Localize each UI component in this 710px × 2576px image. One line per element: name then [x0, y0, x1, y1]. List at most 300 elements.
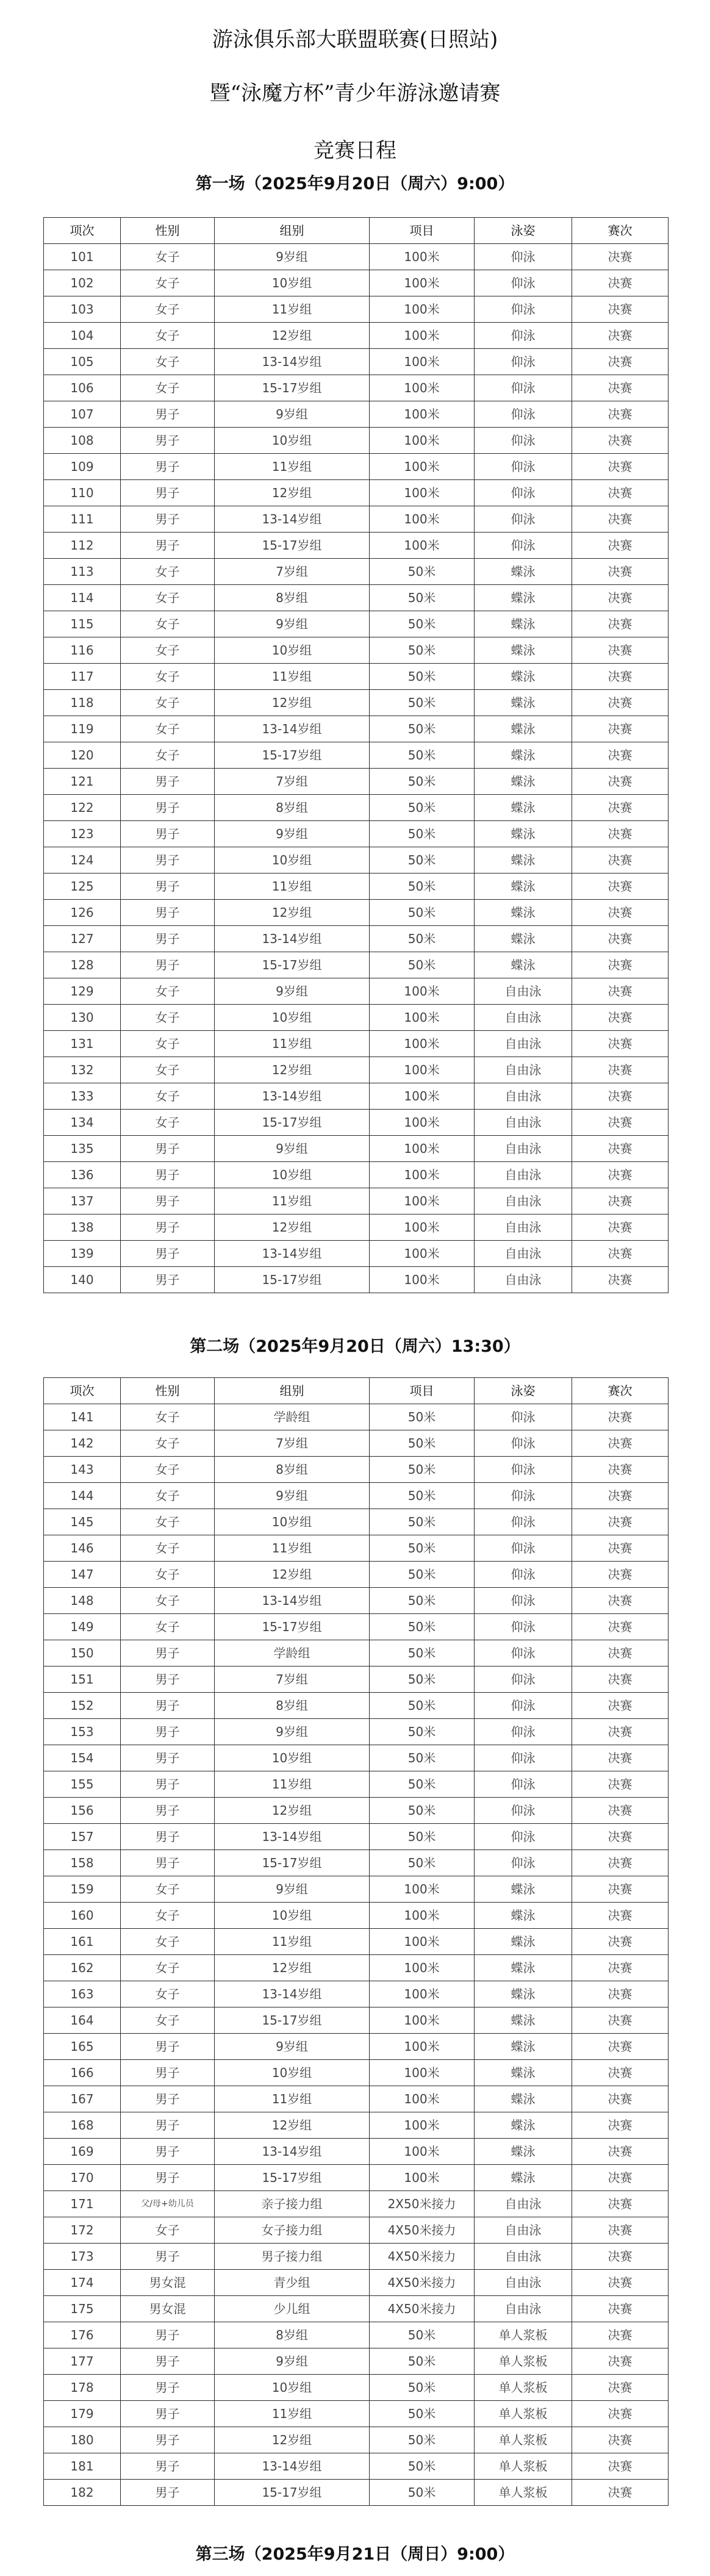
cell-gender: 男子: [121, 769, 215, 795]
table-row: [44, 900, 669, 926]
cell-group: 15-17岁组: [215, 1267, 370, 1293]
cell-stroke: 仰泳: [475, 1719, 572, 1745]
cell-group: 13-14岁组: [215, 1981, 370, 2007]
cell-group: 13-14岁组: [215, 1241, 370, 1267]
cell-round: 决赛: [572, 1457, 669, 1483]
cell-gender: 男女混: [121, 2270, 215, 2296]
cell-item-no: 165: [44, 2034, 121, 2060]
cell-group: 12岁组: [215, 1214, 370, 1241]
cell-event: 2X50米接力: [370, 2191, 475, 2217]
table-row: [44, 1667, 669, 1693]
cell-event: 100米: [370, 1267, 475, 1293]
table-row: [44, 454, 669, 480]
cell-round: 决赛: [572, 611, 669, 637]
cell-item-no: 140: [44, 1267, 121, 1293]
cell-item-no: 143: [44, 1457, 121, 1483]
cell-item-no: 168: [44, 2112, 121, 2139]
cell-gender: 男子: [121, 2322, 215, 2348]
cell-event: 100米: [370, 1083, 475, 1110]
cell-event: 100米: [370, 1136, 475, 1162]
cell-item-no: 131: [44, 1031, 121, 1057]
cell-round: 决赛: [572, 1771, 669, 1798]
cell-gender: 男子: [121, 2244, 215, 2270]
cell-round: 决赛: [572, 2270, 669, 2296]
table-row: [44, 1588, 669, 1614]
cell-item-no: 105: [44, 349, 121, 375]
cell-group: 10岁组: [215, 1509, 370, 1535]
table-row: [44, 847, 669, 874]
table-row: [44, 1929, 669, 1955]
table-row: [44, 1509, 669, 1535]
cell-round: 决赛: [572, 559, 669, 585]
cell-group: 10岁组: [215, 1005, 370, 1031]
cell-stroke: 自由泳: [475, 1241, 572, 1267]
cell-group: 10岁组: [215, 270, 370, 296]
cell-group: 13-14岁组: [215, 716, 370, 742]
cell-round: 决赛: [572, 716, 669, 742]
cell-item-no: 117: [44, 664, 121, 690]
cell-item-no: 104: [44, 323, 121, 349]
table-row: [44, 296, 669, 323]
cell-item-no: 175: [44, 2296, 121, 2322]
cell-stroke: 仰泳: [475, 1614, 572, 1640]
document-subtitle: 暨“泳魔方杯”青少年游泳邀请赛: [209, 81, 501, 106]
cell-stroke: 蝶泳: [475, 690, 572, 716]
table-row: [44, 821, 669, 847]
cell-stroke: 自由泳: [475, 1005, 572, 1031]
cell-gender: 女子: [121, 1509, 215, 1535]
cell-round: 决赛: [572, 401, 669, 428]
cell-stroke: 自由泳: [475, 2270, 572, 2296]
cell-stroke: 蝶泳: [475, 2034, 572, 2060]
cell-gender: 男子: [121, 401, 215, 428]
cell-group: 12岁组: [215, 1057, 370, 1083]
table-row: [44, 585, 669, 611]
cell-stroke: 单人浆板: [475, 2322, 572, 2348]
cell-group: 7岁组: [215, 769, 370, 795]
cell-gender: 女子: [121, 375, 215, 401]
cell-gender: 女子: [121, 1562, 215, 1588]
cell-gender: 男子: [121, 1667, 215, 1693]
cell-stroke: 蝶泳: [475, 795, 572, 821]
cell-round: 决赛: [572, 690, 669, 716]
cell-gender: 男子: [121, 1136, 215, 1162]
cell-round: 决赛: [572, 1562, 669, 1588]
cell-event: 50米: [370, 2322, 475, 2348]
cell-event: 50米: [370, 1614, 475, 1640]
cell-gender: 女子: [121, 1588, 215, 1614]
session-1-table: [43, 217, 669, 1293]
cell-gender: 女子: [121, 1955, 215, 1981]
cell-gender: 男子: [121, 2375, 215, 2401]
table-row: [44, 428, 669, 454]
cell-round: 决赛: [572, 1483, 669, 1509]
cell-event: 4X50米接力: [370, 2270, 475, 2296]
cell-gender: 男子: [121, 1798, 215, 1824]
cell-stroke: 自由泳: [475, 1083, 572, 1110]
cell-item-no: 179: [44, 2401, 121, 2427]
cell-round: 决赛: [572, 2375, 669, 2401]
cell-stroke: 仰泳: [475, 1640, 572, 1667]
cell-stroke: 仰泳: [475, 1535, 572, 1562]
cell-round: 决赛: [572, 1798, 669, 1824]
cell-gender: 女子: [121, 244, 215, 270]
cell-group: 15-17岁组: [215, 1614, 370, 1640]
cell-item-no: 107: [44, 401, 121, 428]
cell-event: 50米: [370, 1457, 475, 1483]
cell-item-no: 173: [44, 2244, 121, 2270]
cell-round: 决赛: [572, 952, 669, 978]
cell-event: 100米: [370, 296, 475, 323]
cell-gender: 男子: [121, 1162, 215, 1188]
cell-stroke: 仰泳: [475, 401, 572, 428]
cell-item-no: 170: [44, 2165, 121, 2191]
cell-stroke: 蝶泳: [475, 1981, 572, 2007]
cell-event: 50米: [370, 1824, 475, 1850]
table-row: [44, 401, 669, 428]
cell-group: 15-17岁组: [215, 533, 370, 559]
cell-round: 决赛: [572, 1031, 669, 1057]
cell-group: 9岁组: [215, 1136, 370, 1162]
cell-stroke: 仰泳: [475, 323, 572, 349]
cell-stroke: 仰泳: [475, 1667, 572, 1693]
cell-round: 决赛: [572, 2480, 669, 2506]
cell-event: 100米: [370, 349, 475, 375]
cell-stroke: 自由泳: [475, 2244, 572, 2270]
cell-round: 决赛: [572, 2007, 669, 2034]
cell-round: 决赛: [572, 742, 669, 769]
cell-group: 12岁组: [215, 323, 370, 349]
table-row: [44, 2480, 669, 2506]
header-group: 组别: [215, 1378, 370, 1404]
table-row: [44, 1719, 669, 1745]
cell-event: 100米: [370, 1955, 475, 1981]
cell-group: 12岁组: [215, 2427, 370, 2453]
cell-round: 决赛: [572, 637, 669, 664]
cell-gender: 女子: [121, 637, 215, 664]
table-row: [44, 1483, 669, 1509]
cell-item-no: 152: [44, 1693, 121, 1719]
cell-group: 学龄组: [215, 1640, 370, 1667]
cell-item-no: 181: [44, 2453, 121, 2480]
cell-round: 决赛: [572, 1241, 669, 1267]
cell-item-no: 150: [44, 1640, 121, 1667]
cell-group: 8岁组: [215, 795, 370, 821]
cell-group: 11岁组: [215, 454, 370, 480]
cell-gender: 女子: [121, 1430, 215, 1457]
cell-item-no: 138: [44, 1214, 121, 1241]
table-row: [44, 1745, 669, 1771]
cell-group: 12岁组: [215, 2112, 370, 2139]
cell-item-no: 141: [44, 1404, 121, 1430]
cell-event: 100米: [370, 480, 475, 506]
cell-gender: 男子: [121, 2348, 215, 2375]
cell-event: 100米: [370, 454, 475, 480]
cell-round: 决赛: [572, 874, 669, 900]
table-row: [44, 2165, 669, 2191]
cell-stroke: 自由泳: [475, 1188, 572, 1214]
cell-group: 11岁组: [215, 664, 370, 690]
cell-round: 决赛: [572, 1005, 669, 1031]
cell-stroke: 蝶泳: [475, 821, 572, 847]
cell-stroke: 自由泳: [475, 1267, 572, 1293]
cell-event: 100米: [370, 1876, 475, 1903]
table-row: [44, 2086, 669, 2112]
cell-item-no: 123: [44, 821, 121, 847]
header-event: 项目: [370, 1378, 475, 1404]
cell-round: 决赛: [572, 1824, 669, 1850]
table-row: [44, 2191, 669, 2217]
table-header-row: [44, 1378, 669, 1404]
cell-round: 决赛: [572, 1929, 669, 1955]
cell-item-no: 148: [44, 1588, 121, 1614]
cell-gender: 男子: [121, 428, 215, 454]
cell-event: 4X50米接力: [370, 2296, 475, 2322]
cell-event: 100米: [370, 244, 475, 270]
cell-round: 决赛: [572, 533, 669, 559]
cell-event: 50米: [370, 1535, 475, 1562]
cell-event: 100米: [370, 323, 475, 349]
table-row: [44, 2375, 669, 2401]
cell-group: 9岁组: [215, 821, 370, 847]
cell-group: 10岁组: [215, 2375, 370, 2401]
cell-stroke: 单人浆板: [475, 2480, 572, 2506]
cell-item-no: 126: [44, 900, 121, 926]
cell-item-no: 166: [44, 2060, 121, 2086]
table-row: [44, 1876, 669, 1903]
cell-event: 50米: [370, 821, 475, 847]
cell-round: 决赛: [572, 480, 669, 506]
cell-round: 决赛: [572, 1214, 669, 1241]
cell-stroke: 蝶泳: [475, 742, 572, 769]
cell-gender: 女子: [121, 1614, 215, 1640]
cell-round: 决赛: [572, 1110, 669, 1136]
cell-gender: 男子: [121, 454, 215, 480]
cell-gender: 女子: [121, 664, 215, 690]
cell-item-no: 167: [44, 2086, 121, 2112]
cell-item-no: 145: [44, 1509, 121, 1535]
cell-stroke: 蝶泳: [475, 585, 572, 611]
cell-round: 决赛: [572, 1188, 669, 1214]
cell-stroke: 仰泳: [475, 270, 572, 296]
cell-event: 50米: [370, 1745, 475, 1771]
cell-gender: 男子: [121, 2427, 215, 2453]
cell-round: 决赛: [572, 2191, 669, 2217]
cell-stroke: 蝶泳: [475, 1876, 572, 1903]
header-round: 赛次: [572, 218, 669, 244]
cell-stroke: 自由泳: [475, 1162, 572, 1188]
cell-item-no: 125: [44, 874, 121, 900]
cell-round: 决赛: [572, 1614, 669, 1640]
cell-group: 9岁组: [215, 1876, 370, 1903]
header-event: 项目: [370, 218, 475, 244]
cell-gender: 男子: [121, 847, 215, 874]
cell-event: 50米: [370, 847, 475, 874]
cell-item-no: 124: [44, 847, 121, 874]
table-row: [44, 978, 669, 1005]
header-group: 组别: [215, 218, 370, 244]
cell-event: 100米: [370, 428, 475, 454]
cell-round: 决赛: [572, 1057, 669, 1083]
cell-group: 11岁组: [215, 2086, 370, 2112]
cell-stroke: 仰泳: [475, 480, 572, 506]
cell-round: 决赛: [572, 428, 669, 454]
cell-item-no: 146: [44, 1535, 121, 1562]
table-row: [44, 2322, 669, 2348]
cell-round: 决赛: [572, 1083, 669, 1110]
cell-group: 15-17岁组: [215, 742, 370, 769]
cell-gender: 男子: [121, 2086, 215, 2112]
cell-group: 11岁组: [215, 1771, 370, 1798]
cell-stroke: 蝶泳: [475, 1955, 572, 1981]
table-row: [44, 1031, 669, 1057]
cell-gender: 女子: [121, 2217, 215, 2244]
cell-round: 决赛: [572, 2112, 669, 2139]
table-row: [44, 323, 669, 349]
cell-gender: 女子: [121, 585, 215, 611]
cell-event: 100米: [370, 401, 475, 428]
cell-gender: 男子: [121, 1188, 215, 1214]
cell-event: 100米: [370, 2007, 475, 2034]
cell-item-no: 149: [44, 1614, 121, 1640]
cell-gender: 男子: [121, 1640, 215, 1667]
cell-item-no: 182: [44, 2480, 121, 2506]
cell-group: 少儿组: [215, 2296, 370, 2322]
cell-round: 决赛: [572, 2453, 669, 2480]
cell-stroke: 蝶泳: [475, 664, 572, 690]
table-row: [44, 506, 669, 533]
cell-round: 决赛: [572, 926, 669, 952]
cell-group: 9岁组: [215, 611, 370, 637]
table-row: [44, 1188, 669, 1214]
table-row: [44, 795, 669, 821]
cell-item-no: 110: [44, 480, 121, 506]
cell-gender: 男子: [121, 1745, 215, 1771]
cell-event: 100米: [370, 1929, 475, 1955]
cell-gender: 男子: [121, 2112, 215, 2139]
cell-stroke: 仰泳: [475, 428, 572, 454]
cell-round: 决赛: [572, 506, 669, 533]
cell-group: 7岁组: [215, 559, 370, 585]
cell-gender: 女子: [121, 1404, 215, 1430]
cell-stroke: 单人浆板: [475, 2348, 572, 2375]
cell-item-no: 159: [44, 1876, 121, 1903]
cell-round: 决赛: [572, 2401, 669, 2427]
cell-round: 决赛: [572, 1719, 669, 1745]
cell-group: 13-14岁组: [215, 506, 370, 533]
cell-stroke: 蝶泳: [475, 1903, 572, 1929]
table-row: [44, 2007, 669, 2034]
cell-stroke: 自由泳: [475, 1214, 572, 1241]
cell-item-no: 144: [44, 1483, 121, 1509]
cell-event: 50米: [370, 559, 475, 585]
cell-stroke: 仰泳: [475, 454, 572, 480]
cell-gender: 女子: [121, 978, 215, 1005]
cell-round: 决赛: [572, 2086, 669, 2112]
cell-stroke: 蝶泳: [475, 874, 572, 900]
cell-round: 决赛: [572, 585, 669, 611]
cell-round: 决赛: [572, 1404, 669, 1430]
cell-round: 决赛: [572, 1667, 669, 1693]
cell-stroke: 仰泳: [475, 1562, 572, 1588]
cell-stroke: 蝶泳: [475, 637, 572, 664]
cell-event: 50米: [370, 1509, 475, 1535]
table-row: [44, 1955, 669, 1981]
cell-event: 100米: [370, 1981, 475, 2007]
cell-stroke: 自由泳: [475, 1057, 572, 1083]
cell-group: 11岁组: [215, 1031, 370, 1057]
cell-group: 15-17岁组: [215, 1110, 370, 1136]
cell-stroke: 仰泳: [475, 1850, 572, 1876]
cell-round: 决赛: [572, 454, 669, 480]
cell-stroke: 仰泳: [475, 1588, 572, 1614]
cell-item-no: 162: [44, 1955, 121, 1981]
cell-gender: 男子: [121, 1719, 215, 1745]
cell-group: 13-14岁组: [215, 2139, 370, 2165]
cell-gender: 男子: [121, 900, 215, 926]
table-row: [44, 1824, 669, 1850]
cell-event: 100米: [370, 1110, 475, 1136]
cell-gender: 男子: [121, 480, 215, 506]
cell-stroke: 仰泳: [475, 1483, 572, 1509]
cell-gender: 女子: [121, 1903, 215, 1929]
table-row: [44, 1110, 669, 1136]
table-row: [44, 1640, 669, 1667]
table-row: [44, 2453, 669, 2480]
table-header-row: [44, 218, 669, 244]
cell-stroke: 蝶泳: [475, 847, 572, 874]
cell-event: 50米: [370, 1850, 475, 1876]
cell-stroke: 单人浆板: [475, 2427, 572, 2453]
cell-round: 决赛: [572, 2244, 669, 2270]
cell-item-no: 128: [44, 952, 121, 978]
cell-event: 50米: [370, 1588, 475, 1614]
table-row: [44, 1771, 669, 1798]
cell-item-no: 147: [44, 1562, 121, 1588]
cell-group: 12岁组: [215, 1798, 370, 1824]
cell-stroke: 蝶泳: [475, 2086, 572, 2112]
cell-item-no: 101: [44, 244, 121, 270]
table-row: [44, 1083, 669, 1110]
cell-gender: 女子: [121, 1031, 215, 1057]
cell-group: 15-17岁组: [215, 1850, 370, 1876]
cell-gender: 男子: [121, 2453, 215, 2480]
cell-group: 10岁组: [215, 1903, 370, 1929]
cell-round: 决赛: [572, 244, 669, 270]
session-2-table: [43, 1377, 669, 2506]
session-1-heading: 第一场（2025年9月20日（周六）9:00）: [195, 174, 515, 193]
table-row: [44, 1614, 669, 1640]
table-row: [44, 926, 669, 952]
cell-event: 50米: [370, 2401, 475, 2427]
cell-round: 决赛: [572, 978, 669, 1005]
cell-round: 决赛: [572, 1136, 669, 1162]
cell-round: 决赛: [572, 270, 669, 296]
cell-stroke: 仰泳: [475, 1404, 572, 1430]
cell-event: 50米: [370, 1667, 475, 1693]
cell-gender: 男子: [121, 2480, 215, 2506]
cell-stroke: 自由泳: [475, 1031, 572, 1057]
header-stroke: 泳姿: [475, 1378, 572, 1404]
header-round: 赛次: [572, 1378, 669, 1404]
cell-group: 9岁组: [215, 244, 370, 270]
cell-gender: 女子: [121, 1483, 215, 1509]
cell-event: 100米: [370, 270, 475, 296]
cell-round: 决赛: [572, 2060, 669, 2086]
cell-item-no: 153: [44, 1719, 121, 1745]
cell-item-no: 172: [44, 2217, 121, 2244]
cell-stroke: 蝶泳: [475, 952, 572, 978]
